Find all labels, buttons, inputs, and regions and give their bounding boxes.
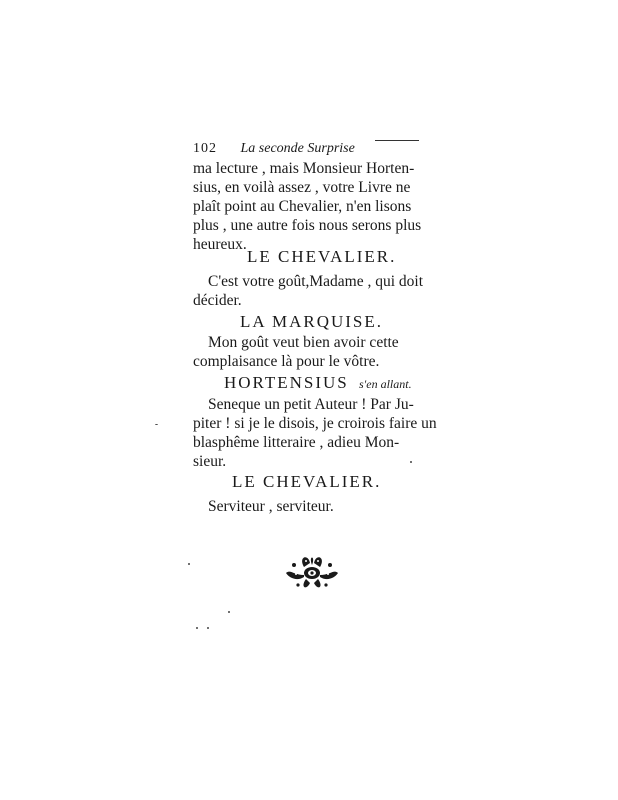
text-line: C'est votre goût,Madame , qui doit <box>208 273 424 290</box>
print-speck <box>188 563 190 565</box>
text-line: Serviteur , serviteur. <box>208 498 334 515</box>
text-line: plus , une autre fois nous serons plus <box>193 217 422 234</box>
running-head <box>193 141 423 157</box>
speaker-name: HORTENSIUS <box>224 373 349 392</box>
speaker-name: LE CHEVALIER. <box>247 247 397 266</box>
text-line: sius, en voilà assez , votre Livre ne <box>193 179 411 196</box>
text-line: piter ! si je le disois, je croirois faire un <box>193 415 437 432</box>
print-speck <box>207 627 209 629</box>
print-speck <box>196 627 198 629</box>
text-line: plaît point au Chevalier, n'en lisons <box>193 198 412 215</box>
print-speck <box>155 424 158 425</box>
page-number: 102 <box>193 141 217 156</box>
text-line: blasphême litteraire , adieu Mon- <box>193 434 400 451</box>
floral-tailpiece-icon <box>284 549 340 593</box>
speaker-heading <box>224 373 412 393</box>
text-line: Mon goût veut bien avoir cette <box>208 334 399 351</box>
text-line: décider. <box>193 292 242 309</box>
text-line: Seneque un petit Auteur ! Par Ju- <box>208 396 414 413</box>
text-line: ma lecture , mais Monsieur Horten- <box>193 160 415 177</box>
print-speck <box>410 461 412 463</box>
text-line: heureux. <box>193 236 247 253</box>
stage-direction: s'en allant. <box>359 377 412 391</box>
speaker-name: LE CHEVALIER. <box>232 472 382 491</box>
print-speck <box>228 611 230 613</box>
text-line: complaisance là pour le vôtre. <box>193 353 380 370</box>
running-title: La seconde Surprise <box>240 141 355 156</box>
text-line: sieur. <box>193 453 227 470</box>
speaker-name: LA MARQUISE. <box>240 312 384 331</box>
